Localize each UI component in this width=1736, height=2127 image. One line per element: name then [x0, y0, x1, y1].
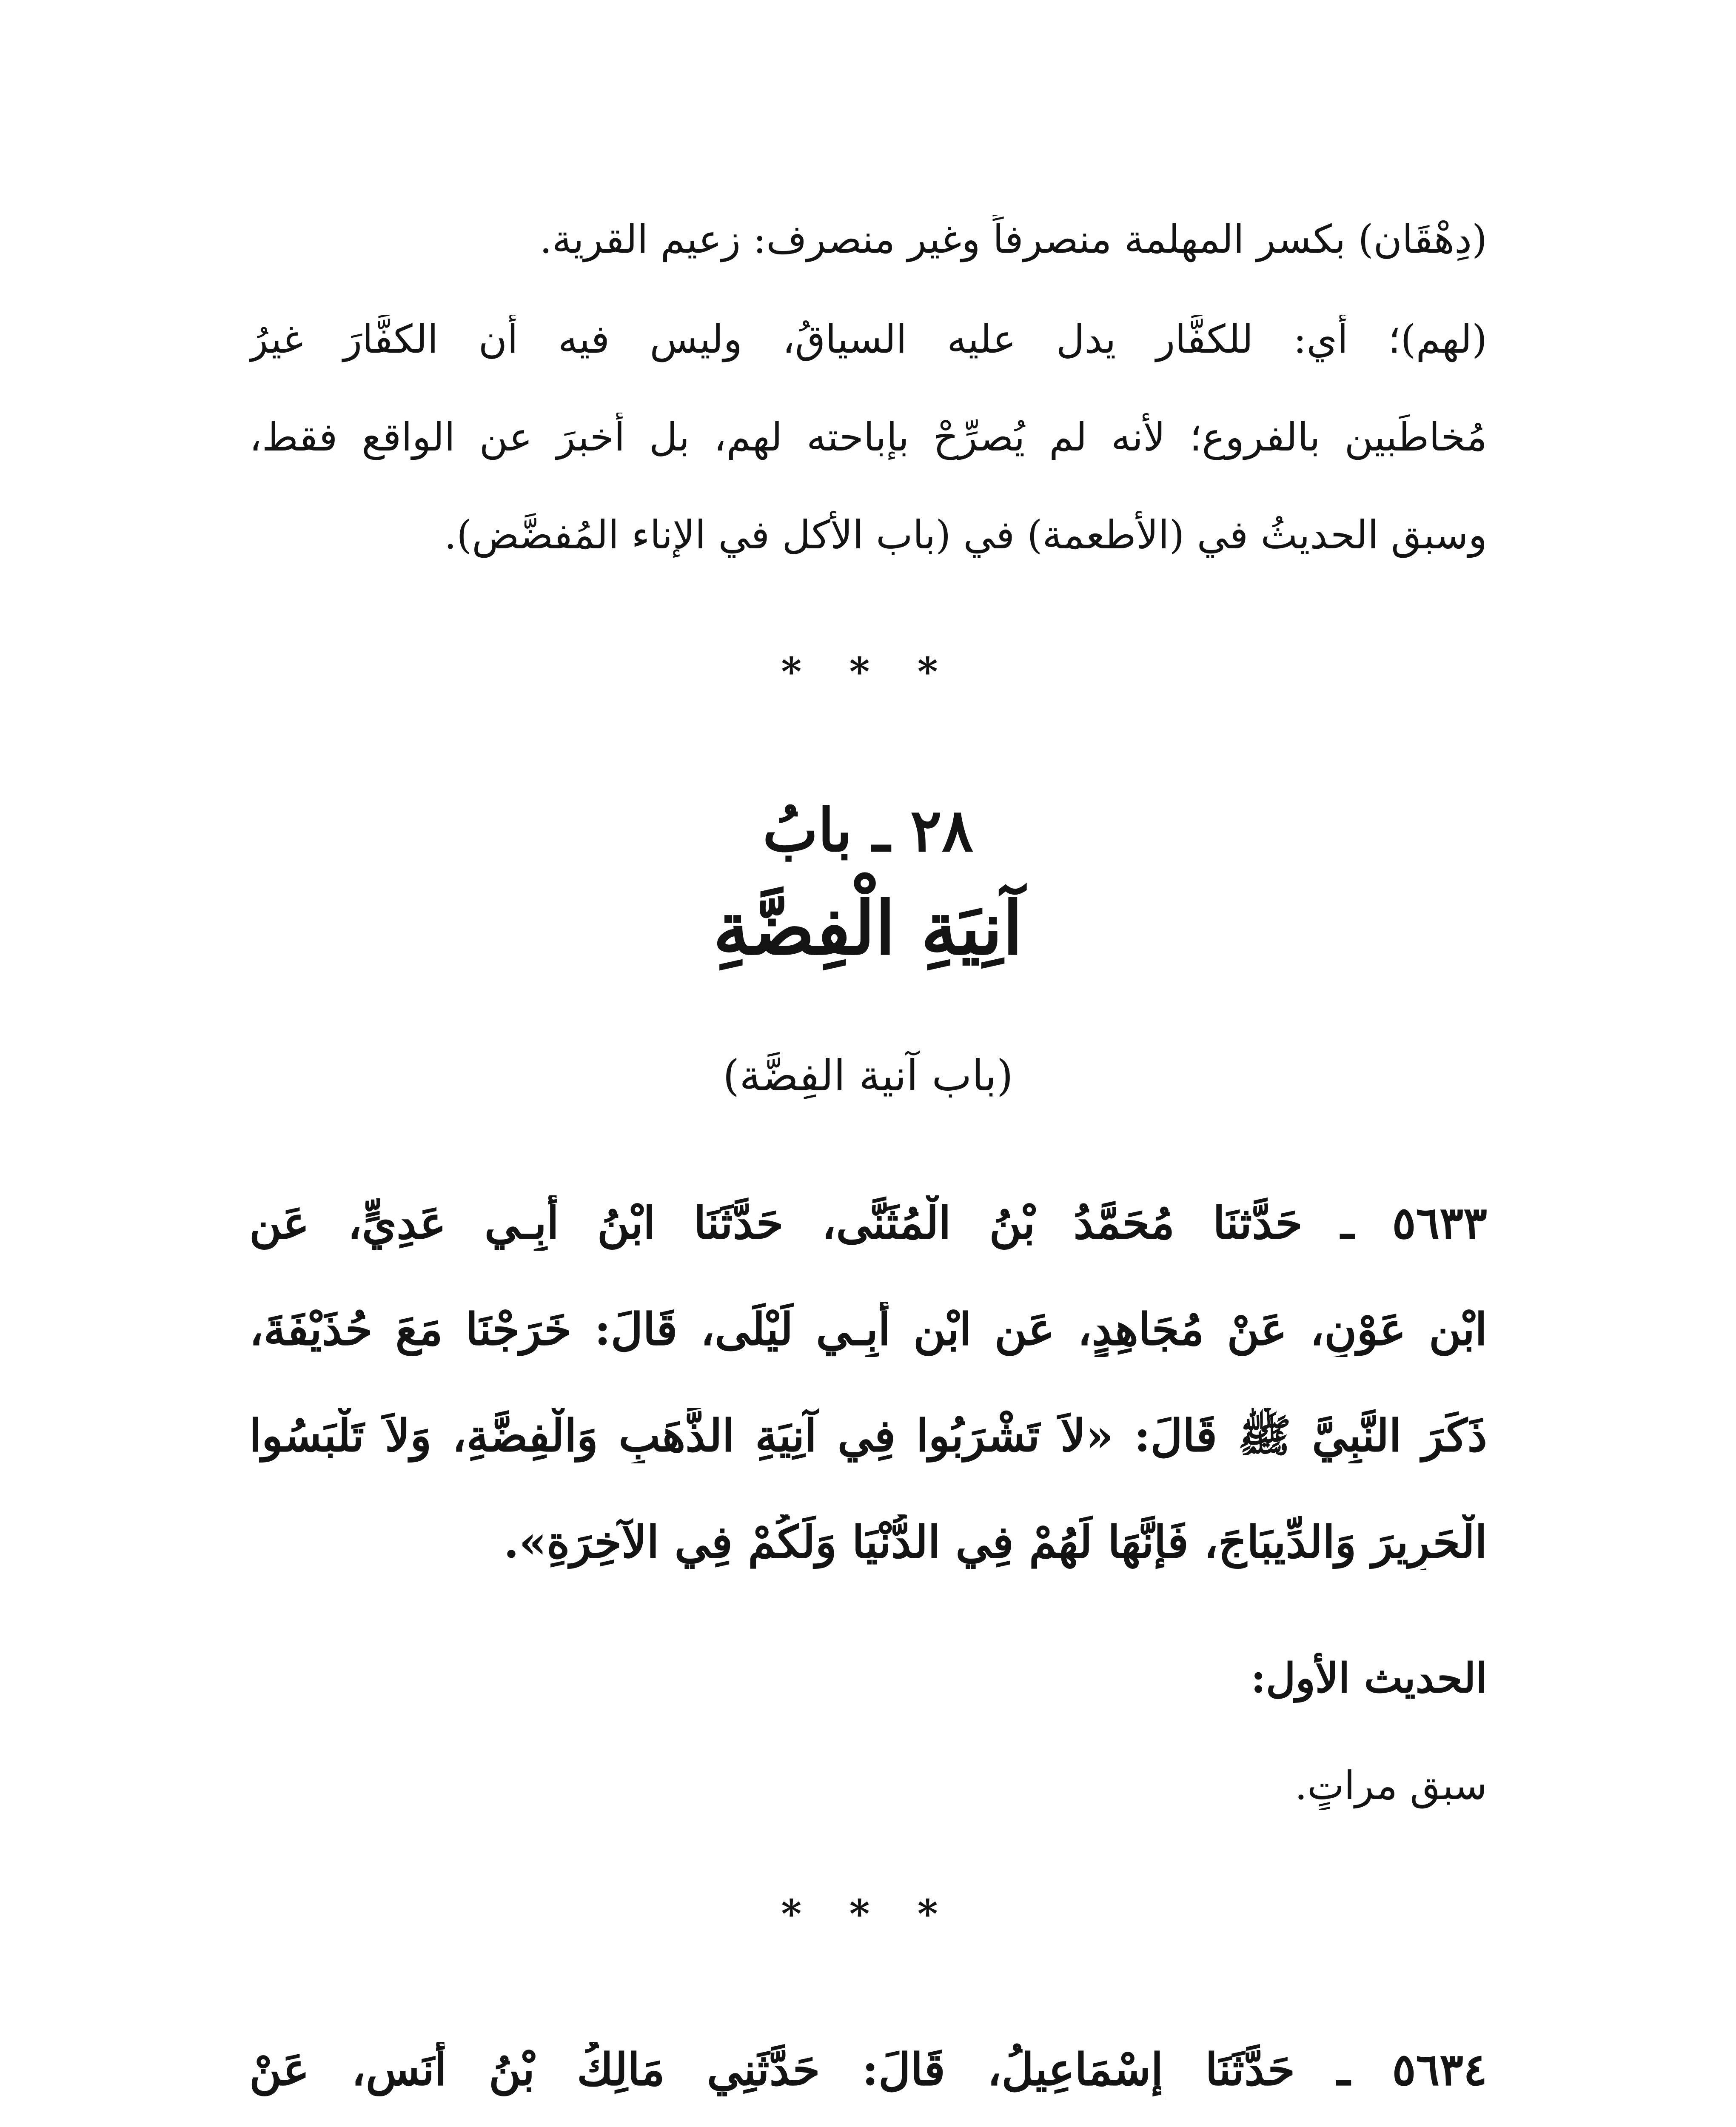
hadith-5633-line-2: ابْنِ عَوْنٍ، عَنْ مُجَاهِدٍ، عَنِ ابْنِ أَبِـي لَيْلَى، قَالَ: خَرَجْنَا مَعَ حُذَيْفَةَ، [249, 1303, 1487, 1355]
commentary-line-3: مُخاطَبين بالفروع؛ لأنه لم يُصرِّحْ بإباحته لهم، بل أَخبرَ عن الواقع فقط، [249, 414, 1487, 460]
chapter-number: ٢٨ ـ بابُ [762, 795, 974, 865]
hadith-5633-line-1: ٥٦٣٣ ـ حَدَّثنَا مُحَمَّدُ بْنُ الْمُثَنَّى، حَدَّثَنَا ابْنُ أَبِـي عَدِيٍّ، عَنِ [249, 1197, 1487, 1249]
hadith-5633-line-3: ذَكَرَ النَّبِيَّ ﷺ قَالَ: «لاَ تَشْرَبُوا فِي آنِيَةِ الذَّهَبِ وَالْفِضَّةِ، وَلاَ تَلْبَسُوا [249, 1409, 1487, 1462]
hadith-5633-line-4: الْحَرِيرَ وَالدِّيبَاجَ، فَإِنَّهَا لَهُمْ فِي الدُّنْيَا وَلَكُمْ فِي الآخِرَةِ». [503, 1516, 1487, 1568]
commentary-line-1: (دِهْقَان) بكسر المهلمة منصرفاً وغير منصرف: زعيم القرية. [539, 217, 1487, 262]
section-separator-1: * * * [781, 649, 955, 695]
hadith-5634-line-1: ٥٦٣٤ ـ حَدَّثَنَا إِسْمَاعِيلُ، قَالَ: حَدَّثَنِي مَالِكُ بْنُ أَنَسٍ، عَنْ [249, 2043, 1487, 2096]
commentary-line-4: وسبق الحديثُ في (الأطعمة) في (باب الأكل في الإناء المُفضَّض). [444, 512, 1487, 558]
chapter-title: آنِيَةِ الْفِضَّةِ [713, 885, 1023, 971]
section-separator-2: * * * [781, 1891, 955, 1937]
commentary-heading: الحديث الأول: [1251, 1654, 1487, 1702]
chapter-parenthetical: (باب آنية الفِضَّة) [723, 1051, 1013, 1101]
commentary-text: سبق مراتٍ. [1294, 1763, 1487, 1808]
commentary-line-2: (لهم)؛ أي: للكفَّار يدل عليه السياقُ، وليس فيه أن الكفَّارَ غيرُ [249, 316, 1487, 362]
